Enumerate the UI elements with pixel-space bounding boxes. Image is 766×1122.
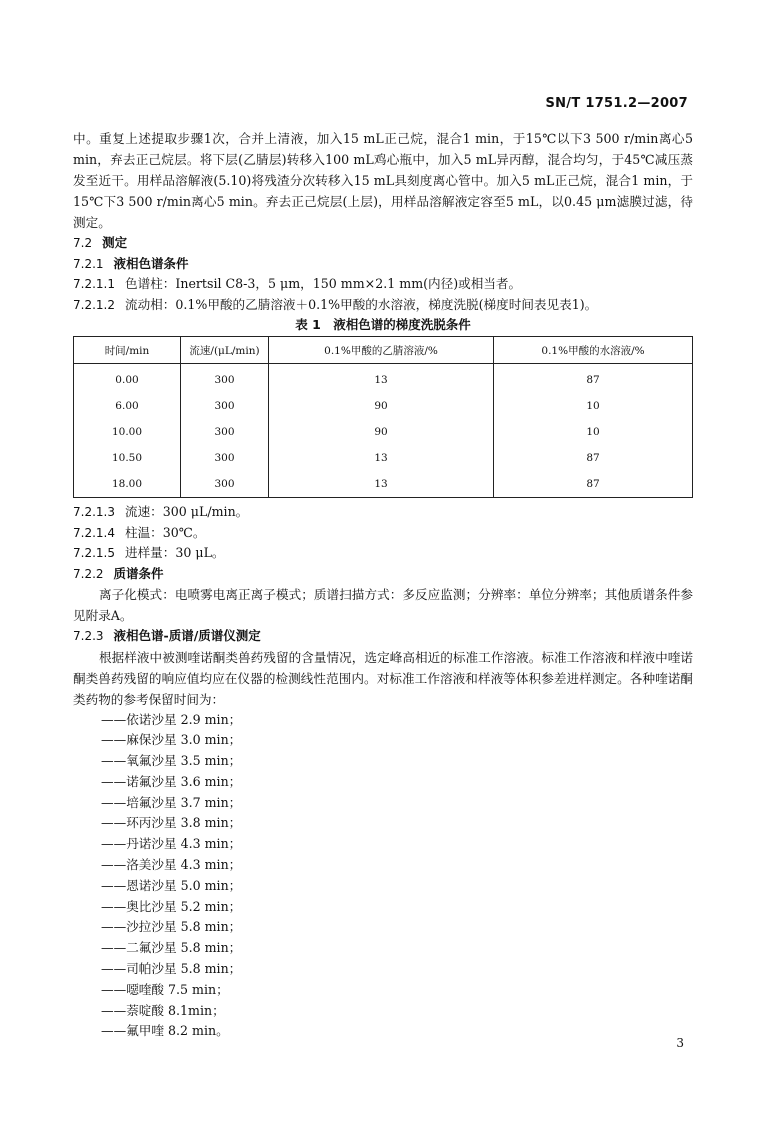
clause-7-2-1-2 <box>73 295 693 316</box>
table-cell: 300 <box>181 471 269 498</box>
table-cell: 13 <box>269 445 494 471</box>
list-item: ——沙拉沙星 5.8 min； <box>101 919 242 935</box>
list-item: ——诺氟沙星 3.6 min； <box>101 773 242 789</box>
column-header-flow: 流速/(μL/min) <box>181 337 269 364</box>
clause-number: 7.2.1.1 <box>73 277 115 291</box>
table-cell: 10.00 <box>74 419 181 445</box>
table-body <box>74 364 693 498</box>
clause-7-2-1-4 <box>73 523 693 544</box>
list-item: ——丹诺沙星 4.3 min； <box>101 836 242 852</box>
table-cell: 300 <box>181 393 269 419</box>
table-row <box>74 471 693 498</box>
column-header-acetonitrile: 0.1%甲酸的乙腈溶液/% <box>269 337 494 364</box>
table-cell: 13 <box>269 364 494 394</box>
standard-code: SN/T 1751.2—2007 <box>545 96 688 111</box>
document-body <box>73 128 693 1042</box>
table-row <box>74 445 693 471</box>
table-cell: 13 <box>269 471 494 498</box>
table-cell: 10 <box>494 419 693 445</box>
section-number: 7.2.2 <box>73 566 104 581</box>
table-row <box>74 364 693 394</box>
table-cell: 300 <box>181 419 269 445</box>
clause-text: 流速：300 μL/min。 <box>124 504 249 519</box>
table-cell: 18.00 <box>74 471 181 498</box>
table-cell: 6.00 <box>74 393 181 419</box>
clause-7-2-1-5 <box>73 543 693 564</box>
gradient-table <box>73 336 693 498</box>
clause-number: 7.2.1.2 <box>73 297 115 312</box>
list-item: ——氧氟沙星 3.5 min； <box>101 753 242 769</box>
page-number: 3 <box>676 1036 684 1050</box>
clause-text: 色谱柱：Inertsil C8-3，5 μm，150 mm×2.1 mm(内径)或相当者。 <box>124 276 522 291</box>
determination-paragraph: 根据样液中被测喹诺酮类兽药残留的含量情况，选定峰高相近的标准工作溶液。标准工作溶液和样液中喹诺酮类兽药残留的响应值均应在仪器的检测线性范围内。对标准工作溶液和样液等体积参差进样测定。各种喹诺酮类药物的参考保留时间为： <box>73 649 693 707</box>
table-cell: 10 <box>494 393 693 419</box>
list-item: ——二氟沙星 5.8 min； <box>101 940 242 956</box>
section-number: 7.2.3 <box>73 629 104 643</box>
section-title: 测定 <box>102 235 128 250</box>
table-cell: 87 <box>494 445 693 471</box>
list-item: ——氟甲喹 8.2 min。 <box>101 1023 229 1039</box>
clause-number: 7.2.1.3 <box>73 505 115 519</box>
table-cell: 90 <box>269 419 494 445</box>
section-number: 7.2.1 <box>73 256 104 271</box>
table-cell: 300 <box>181 364 269 394</box>
table-cell: 87 <box>494 471 693 498</box>
section-title: 液相色谱条件 <box>113 255 189 271</box>
list-item: ——奥比沙星 5.2 min； <box>101 898 242 914</box>
list-item: ——环丙沙星 3.8 min； <box>101 815 242 831</box>
section-7-2-1-heading <box>73 254 693 275</box>
list-item: ——噁喹酸 7.5 min； <box>101 981 229 997</box>
clause-number: 7.2.1.4 <box>73 525 115 540</box>
column-header-time: 时间/min <box>74 337 181 364</box>
table-row <box>74 419 693 445</box>
ms-conditions-paragraph: 离子化模式：电喷雾电离正离子模式；质谱扫描方式：多反应监测；分辨率：单位分辨率；其他质谱条件参见附录A。 <box>73 587 693 623</box>
section-7-2-heading <box>73 233 693 254</box>
list-item: ——培氟沙星 3.7 min； <box>101 794 242 810</box>
section-number: 7.2 <box>73 236 93 250</box>
clause-7-2-1-3 <box>73 502 693 523</box>
table-cell: 300 <box>181 445 269 471</box>
table-cell: 0.00 <box>74 364 181 394</box>
section-title: 液相色谱-质谱/质谱仪测定 <box>113 628 261 643</box>
intro-paragraph: 中。重复上述提取步骤1次，合并上清液，加入15 mL正己烷，混合1 min，于15℃以下3 500 r/min离心5 min，弃去正己烷层。将下层(乙腈层)转移入100 mL鸡心瓶中，加入5 mL异丙醇，混合均匀，于45℃减压蒸发至近干。用样品溶解液(5.10)将残渣分次转移入15 mL具刻度离心管中。加入5 mL正己烷，混合1 min，于15℃下3 500 r/min离心5 min。弃去正己烷层(上层)，用样品溶解液定容至5 mL，以0.45 μm滤膜过滤，待测定。 <box>73 131 693 230</box>
list-item: ——麻保沙星 3.0 min； <box>101 732 242 748</box>
clause-text: 流动相：0.1%甲酸的乙腈溶液＋0.1%甲酸的水溶液，梯度洗脱(梯度时间表见表1)。 <box>124 296 598 312</box>
list-item: ——恩诺沙星 5.0 min； <box>101 877 242 893</box>
clause-text: 进样量：30 μL。 <box>124 545 225 560</box>
column-header-water: 0.1%甲酸的水溶液/% <box>494 337 693 364</box>
section-7-2-3-heading <box>73 626 693 647</box>
clause-number: 7.2.1.5 <box>73 546 115 560</box>
clause-text: 柱温：30℃。 <box>124 524 206 540</box>
table-caption: 表 1 液相色谱的梯度洗脱条件 <box>295 317 471 332</box>
list-item: ——洛美沙星 4.3 min； <box>101 857 242 873</box>
table-row <box>74 393 693 419</box>
retention-time-list <box>73 710 693 1043</box>
table-cell: 90 <box>269 393 494 419</box>
list-item: ——依诺沙星 2.9 min； <box>101 711 242 727</box>
clause-7-2-1-1 <box>73 274 693 295</box>
table-header-row <box>74 337 693 364</box>
table-cell: 87 <box>494 364 693 394</box>
section-7-2-2-heading <box>73 564 693 585</box>
section-title: 质谱条件 <box>113 565 164 581</box>
list-item: ——司帕沙星 5.8 min； <box>101 961 242 977</box>
table-cell: 10.50 <box>74 445 181 471</box>
list-item: ——萘啶酸 8.1min； <box>101 1002 225 1018</box>
